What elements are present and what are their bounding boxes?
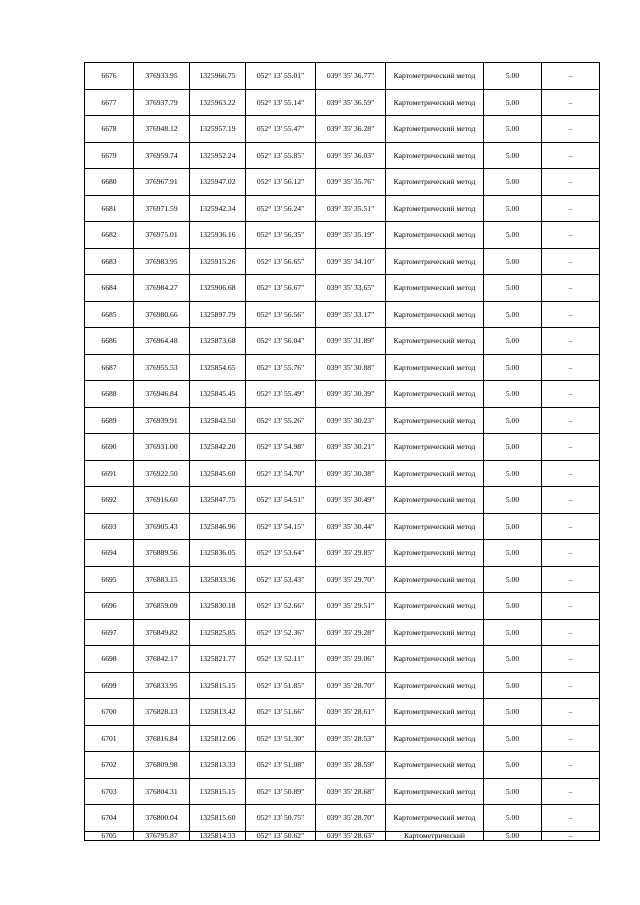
- point-number-cell: 6701: [85, 725, 134, 752]
- x-coordinate-cell: 376916.60: [134, 487, 190, 514]
- y-coordinate-cell: 1325830.18: [190, 593, 246, 620]
- accuracy-cell: 5.00: [484, 778, 542, 805]
- method-cell: Картометрический метод: [386, 328, 484, 355]
- longitude-cell: 039° 35' 29.51": [316, 593, 386, 620]
- x-coordinate-cell: 376804.31: [134, 778, 190, 805]
- longitude-cell: 039° 35' 29.85": [316, 540, 386, 567]
- y-coordinate-cell: 1325815.15: [190, 672, 246, 699]
- longitude-cell: 039° 35' 29.28": [316, 619, 386, 646]
- x-coordinate-cell: 376975.01: [134, 222, 190, 249]
- y-coordinate-cell: 1325845.45: [190, 381, 246, 408]
- accuracy-cell: 5.00: [484, 169, 542, 196]
- table-row: [85, 540, 600, 567]
- longitude-cell: 039° 35' 31.89": [316, 328, 386, 355]
- x-coordinate-cell: 376933.95: [134, 63, 190, 90]
- longitude-cell: 039° 35' 28.59": [316, 752, 386, 779]
- accuracy-cell: 5.00: [484, 752, 542, 779]
- table-row: [85, 354, 600, 381]
- latitude-cell: 052° 13' 55.76": [246, 354, 316, 381]
- y-coordinate-cell: 1325842.50: [190, 407, 246, 434]
- method-cell: Картометрический метод: [386, 248, 484, 275]
- method-cell: Картометрический метод: [386, 63, 484, 90]
- method-cell: Картометрический метод: [386, 89, 484, 116]
- x-coordinate-cell: 376937.79: [134, 89, 190, 116]
- y-coordinate-cell: 1325847.75: [190, 487, 246, 514]
- table-row: [85, 89, 600, 116]
- longitude-cell: 039° 35' 33.17": [316, 301, 386, 328]
- table-row: [85, 381, 600, 408]
- point-number-cell: 6689: [85, 407, 134, 434]
- longitude-cell: 039° 35' 35.51": [316, 195, 386, 222]
- point-number-cell: 6679: [85, 142, 134, 169]
- y-coordinate-cell: 1325897.79: [190, 301, 246, 328]
- latitude-cell: 052° 13' 55.47": [246, 116, 316, 143]
- note-cell: –: [542, 63, 600, 90]
- longitude-cell: 039° 35' 36.59": [316, 89, 386, 116]
- y-coordinate-cell: 1325963.22: [190, 89, 246, 116]
- longitude-cell: 039° 35' 30.38": [316, 460, 386, 487]
- method-cell: Картометрический метод: [386, 460, 484, 487]
- table-row: [85, 116, 600, 143]
- longitude-cell: 039° 35' 33.65": [316, 275, 386, 302]
- accuracy-cell: 5.00: [484, 646, 542, 673]
- note-cell: –: [542, 831, 600, 840]
- y-coordinate-cell: 1325936.16: [190, 222, 246, 249]
- point-number-cell: 6683: [85, 248, 134, 275]
- method-cell: Картометрический метод: [386, 169, 484, 196]
- x-coordinate-cell: 376964.48: [134, 328, 190, 355]
- table-row: [85, 63, 600, 90]
- x-coordinate-cell: 376859.09: [134, 593, 190, 620]
- accuracy-cell: 5.00: [484, 619, 542, 646]
- method-cell: Картометрический метод: [386, 142, 484, 169]
- note-cell: –: [542, 805, 600, 832]
- longitude-cell: 039° 35' 35.76": [316, 169, 386, 196]
- table-row: [85, 169, 600, 196]
- latitude-cell: 052° 13' 51.66": [246, 699, 316, 726]
- method-cell: Картометрический метод: [386, 513, 484, 540]
- note-cell: –: [542, 619, 600, 646]
- longitude-cell: 039° 35' 30.21": [316, 434, 386, 461]
- y-coordinate-cell: 1325854.65: [190, 354, 246, 381]
- accuracy-cell: 5.00: [484, 407, 542, 434]
- x-coordinate-cell: 376980.66: [134, 301, 190, 328]
- accuracy-cell: 5.00: [484, 699, 542, 726]
- table-row: [85, 195, 600, 222]
- method-cell: Картометрический метод: [386, 619, 484, 646]
- note-cell: –: [542, 566, 600, 593]
- note-cell: –: [542, 725, 600, 752]
- table-row: [85, 222, 600, 249]
- table-row: [85, 752, 600, 779]
- method-cell: Картометрический метод: [386, 381, 484, 408]
- latitude-cell: 052° 13' 55.01": [246, 63, 316, 90]
- point-number-cell: 6676: [85, 63, 134, 90]
- table-body: [85, 63, 600, 841]
- x-coordinate-cell: 376795.87: [134, 831, 190, 840]
- note-cell: –: [542, 248, 600, 275]
- accuracy-cell: 5.00: [484, 540, 542, 567]
- point-number-cell: 6677: [85, 89, 134, 116]
- x-coordinate-cell: 376800.04: [134, 805, 190, 832]
- accuracy-cell: 5.00: [484, 487, 542, 514]
- x-coordinate-cell: 376931.00: [134, 434, 190, 461]
- accuracy-cell: 5.00: [484, 301, 542, 328]
- note-cell: –: [542, 381, 600, 408]
- table-row: [85, 248, 600, 275]
- y-coordinate-cell: 1325815.15: [190, 778, 246, 805]
- method-cell: Картометрический метод: [386, 407, 484, 434]
- note-cell: –: [542, 275, 600, 302]
- x-coordinate-cell: 376959.74: [134, 142, 190, 169]
- latitude-cell: 052° 13' 54.70": [246, 460, 316, 487]
- point-number-cell: 6678: [85, 116, 134, 143]
- point-number-cell: 6686: [85, 328, 134, 355]
- note-cell: –: [542, 222, 600, 249]
- table-row: [85, 619, 600, 646]
- method-cell: Картометрический метод: [386, 275, 484, 302]
- method-cell: Картометрический метод: [386, 805, 484, 832]
- y-coordinate-cell: 1325873.68: [190, 328, 246, 355]
- accuracy-cell: 5.00: [484, 831, 542, 840]
- latitude-cell: 052° 13' 51.85": [246, 672, 316, 699]
- coordinates-table: [84, 62, 600, 841]
- note-cell: –: [542, 328, 600, 355]
- accuracy-cell: 5.00: [484, 460, 542, 487]
- table-row: [85, 593, 600, 620]
- point-number-cell: 6699: [85, 672, 134, 699]
- method-cell: Картометрический метод: [386, 778, 484, 805]
- latitude-cell: 052° 13' 54.15": [246, 513, 316, 540]
- table-row: [85, 142, 600, 169]
- x-coordinate-cell: 376922.50: [134, 460, 190, 487]
- longitude-cell: 039° 35' 36.28": [316, 116, 386, 143]
- table-row: [85, 646, 600, 673]
- y-coordinate-cell: 1325842.20: [190, 434, 246, 461]
- method-cell: Картометрический метод: [386, 593, 484, 620]
- x-coordinate-cell: 376948.12: [134, 116, 190, 143]
- latitude-cell: 052° 13' 53.64": [246, 540, 316, 567]
- latitude-cell: 052° 13' 55.49": [246, 381, 316, 408]
- point-number-cell: 6682: [85, 222, 134, 249]
- y-coordinate-cell: 1325813.42: [190, 699, 246, 726]
- accuracy-cell: 5.00: [484, 328, 542, 355]
- method-cell: Картометрический метод: [386, 672, 484, 699]
- point-number-cell: 6692: [85, 487, 134, 514]
- accuracy-cell: 5.00: [484, 381, 542, 408]
- latitude-cell: 052° 13' 56.35": [246, 222, 316, 249]
- note-cell: –: [542, 646, 600, 673]
- point-number-cell: 6698: [85, 646, 134, 673]
- x-coordinate-cell: 376984.27: [134, 275, 190, 302]
- note-cell: –: [542, 699, 600, 726]
- method-cell: Картометрический: [386, 831, 484, 840]
- x-coordinate-cell: 376946.84: [134, 381, 190, 408]
- y-coordinate-cell: 1325952.24: [190, 142, 246, 169]
- method-cell: Картометрический метод: [386, 434, 484, 461]
- accuracy-cell: 5.00: [484, 354, 542, 381]
- table-row: [85, 434, 600, 461]
- note-cell: –: [542, 354, 600, 381]
- table-row: [85, 805, 600, 832]
- longitude-cell: 039° 35' 30.23": [316, 407, 386, 434]
- method-cell: Картометрический метод: [386, 540, 484, 567]
- y-coordinate-cell: 1325845.60: [190, 460, 246, 487]
- note-cell: –: [542, 460, 600, 487]
- longitude-cell: 039° 35' 29.06": [316, 646, 386, 673]
- y-coordinate-cell: 1325833.36: [190, 566, 246, 593]
- table-row: [85, 699, 600, 726]
- longitude-cell: 039° 35' 36.03": [316, 142, 386, 169]
- x-coordinate-cell: 376939.91: [134, 407, 190, 434]
- accuracy-cell: 5.00: [484, 672, 542, 699]
- x-coordinate-cell: 376828.13: [134, 699, 190, 726]
- point-number-cell: 6688: [85, 381, 134, 408]
- point-number-cell: 6684: [85, 275, 134, 302]
- note-cell: –: [542, 116, 600, 143]
- accuracy-cell: 5.00: [484, 566, 542, 593]
- y-coordinate-cell: 1325812.06: [190, 725, 246, 752]
- y-coordinate-cell: 1325813.33: [190, 752, 246, 779]
- x-coordinate-cell: 376809.98: [134, 752, 190, 779]
- accuracy-cell: 5.00: [484, 593, 542, 620]
- method-cell: Картометрический метод: [386, 752, 484, 779]
- accuracy-cell: 5.00: [484, 195, 542, 222]
- x-coordinate-cell: 376983.95: [134, 248, 190, 275]
- note-cell: –: [542, 513, 600, 540]
- latitude-cell: 052° 13' 52.36": [246, 619, 316, 646]
- method-cell: Картометрический метод: [386, 566, 484, 593]
- accuracy-cell: 5.00: [484, 725, 542, 752]
- x-coordinate-cell: 376905.43: [134, 513, 190, 540]
- method-cell: Картометрический метод: [386, 116, 484, 143]
- method-cell: Картометрический метод: [386, 699, 484, 726]
- latitude-cell: 052° 13' 55.85": [246, 142, 316, 169]
- table-row: [85, 778, 600, 805]
- latitude-cell: 052° 13' 51.30": [246, 725, 316, 752]
- note-cell: –: [542, 672, 600, 699]
- point-number-cell: 6685: [85, 301, 134, 328]
- latitude-cell: 052° 13' 52.66": [246, 593, 316, 620]
- latitude-cell: 052° 13' 55.26": [246, 407, 316, 434]
- method-cell: Картометрический метод: [386, 646, 484, 673]
- note-cell: –: [542, 593, 600, 620]
- note-cell: –: [542, 778, 600, 805]
- y-coordinate-cell: 1325942.34: [190, 195, 246, 222]
- latitude-cell: 052° 13' 55.14": [246, 89, 316, 116]
- method-cell: Картометрический метод: [386, 354, 484, 381]
- note-cell: –: [542, 540, 600, 567]
- y-coordinate-cell: 1325947.02: [190, 169, 246, 196]
- longitude-cell: 039° 35' 30.39": [316, 381, 386, 408]
- point-number-cell: 6681: [85, 195, 134, 222]
- x-coordinate-cell: 376883.15: [134, 566, 190, 593]
- y-coordinate-cell: 1325906.68: [190, 275, 246, 302]
- table-row: [85, 328, 600, 355]
- method-cell: Картометрический метод: [386, 222, 484, 249]
- note-cell: –: [542, 89, 600, 116]
- accuracy-cell: 5.00: [484, 513, 542, 540]
- x-coordinate-cell: 376849.82: [134, 619, 190, 646]
- latitude-cell: 052° 13' 54.51": [246, 487, 316, 514]
- note-cell: –: [542, 752, 600, 779]
- x-coordinate-cell: 376816.84: [134, 725, 190, 752]
- latitude-cell: 052° 13' 56.67": [246, 275, 316, 302]
- longitude-cell: 039° 35' 28.61": [316, 699, 386, 726]
- y-coordinate-cell: 1325957.19: [190, 116, 246, 143]
- method-cell: Картометрический метод: [386, 195, 484, 222]
- point-number-cell: 6696: [85, 593, 134, 620]
- table-row: [85, 672, 600, 699]
- y-coordinate-cell: 1325825.85: [190, 619, 246, 646]
- accuracy-cell: 5.00: [484, 222, 542, 249]
- longitude-cell: 039° 35' 35.19": [316, 222, 386, 249]
- method-cell: Картометрический метод: [386, 301, 484, 328]
- point-number-cell: 6705: [85, 831, 134, 840]
- longitude-cell: 039° 35' 30.49": [316, 487, 386, 514]
- note-cell: –: [542, 434, 600, 461]
- method-cell: Картометрический метод: [386, 487, 484, 514]
- point-number-cell: 6697: [85, 619, 134, 646]
- latitude-cell: 052° 13' 51.08": [246, 752, 316, 779]
- longitude-cell: 039° 35' 28.63": [316, 831, 386, 840]
- x-coordinate-cell: 376967.91: [134, 169, 190, 196]
- latitude-cell: 052° 13' 54.98": [246, 434, 316, 461]
- note-cell: –: [542, 407, 600, 434]
- latitude-cell: 052° 13' 56.12": [246, 169, 316, 196]
- accuracy-cell: 5.00: [484, 116, 542, 143]
- accuracy-cell: 5.00: [484, 248, 542, 275]
- latitude-cell: 052° 13' 56.04": [246, 328, 316, 355]
- latitude-cell: 052° 13' 50.62": [246, 831, 316, 840]
- accuracy-cell: 5.00: [484, 89, 542, 116]
- accuracy-cell: 5.00: [484, 275, 542, 302]
- accuracy-cell: 5.00: [484, 63, 542, 90]
- accuracy-cell: 5.00: [484, 142, 542, 169]
- table-row: [85, 725, 600, 752]
- table-row: [85, 566, 600, 593]
- point-number-cell: 6694: [85, 540, 134, 567]
- y-coordinate-cell: 1325915.26: [190, 248, 246, 275]
- latitude-cell: 052° 13' 56.24": [246, 195, 316, 222]
- y-coordinate-cell: 1325814.33: [190, 831, 246, 840]
- longitude-cell: 039° 35' 30.88": [316, 354, 386, 381]
- longitude-cell: 039° 35' 29.70": [316, 566, 386, 593]
- y-coordinate-cell: 1325966.75: [190, 63, 246, 90]
- latitude-cell: 052° 13' 52.11": [246, 646, 316, 673]
- point-number-cell: 6700: [85, 699, 134, 726]
- longitude-cell: 039° 35' 28.70": [316, 805, 386, 832]
- point-number-cell: 6693: [85, 513, 134, 540]
- longitude-cell: 039° 35' 30.44": [316, 513, 386, 540]
- accuracy-cell: 5.00: [484, 805, 542, 832]
- table-row: [85, 460, 600, 487]
- x-coordinate-cell: 376971.59: [134, 195, 190, 222]
- point-number-cell: 6702: [85, 752, 134, 779]
- note-cell: –: [542, 301, 600, 328]
- latitude-cell: 052° 13' 53.43": [246, 566, 316, 593]
- point-number-cell: 6695: [85, 566, 134, 593]
- table-row: [85, 301, 600, 328]
- x-coordinate-cell: 376833.95: [134, 672, 190, 699]
- table-row: [85, 513, 600, 540]
- longitude-cell: 039° 35' 28.53": [316, 725, 386, 752]
- latitude-cell: 052° 13' 56.65": [246, 248, 316, 275]
- method-cell: Картометрический метод: [386, 725, 484, 752]
- point-number-cell: 6703: [85, 778, 134, 805]
- table-row: [85, 487, 600, 514]
- table-row: [85, 407, 600, 434]
- latitude-cell: 052° 13' 50.89": [246, 778, 316, 805]
- point-number-cell: 6687: [85, 354, 134, 381]
- longitude-cell: 039° 35' 28.70": [316, 672, 386, 699]
- x-coordinate-cell: 376842.17: [134, 646, 190, 673]
- note-cell: –: [542, 169, 600, 196]
- longitude-cell: 039° 35' 34.10": [316, 248, 386, 275]
- table-row: [85, 831, 600, 840]
- point-number-cell: 6690: [85, 434, 134, 461]
- x-coordinate-cell: 376889.56: [134, 540, 190, 567]
- point-number-cell: 6680: [85, 169, 134, 196]
- latitude-cell: 052° 13' 50.75": [246, 805, 316, 832]
- latitude-cell: 052° 13' 56.56": [246, 301, 316, 328]
- y-coordinate-cell: 1325821.77: [190, 646, 246, 673]
- accuracy-cell: 5.00: [484, 434, 542, 461]
- point-number-cell: 6691: [85, 460, 134, 487]
- point-number-cell: 6704: [85, 805, 134, 832]
- x-coordinate-cell: 376955.53: [134, 354, 190, 381]
- longitude-cell: 039° 35' 28.68": [316, 778, 386, 805]
- y-coordinate-cell: 1325815.60: [190, 805, 246, 832]
- y-coordinate-cell: 1325836.05: [190, 540, 246, 567]
- note-cell: –: [542, 487, 600, 514]
- note-cell: –: [542, 195, 600, 222]
- note-cell: –: [542, 142, 600, 169]
- y-coordinate-cell: 1325846.96: [190, 513, 246, 540]
- longitude-cell: 039° 35' 36.77": [316, 63, 386, 90]
- table-row: [85, 275, 600, 302]
